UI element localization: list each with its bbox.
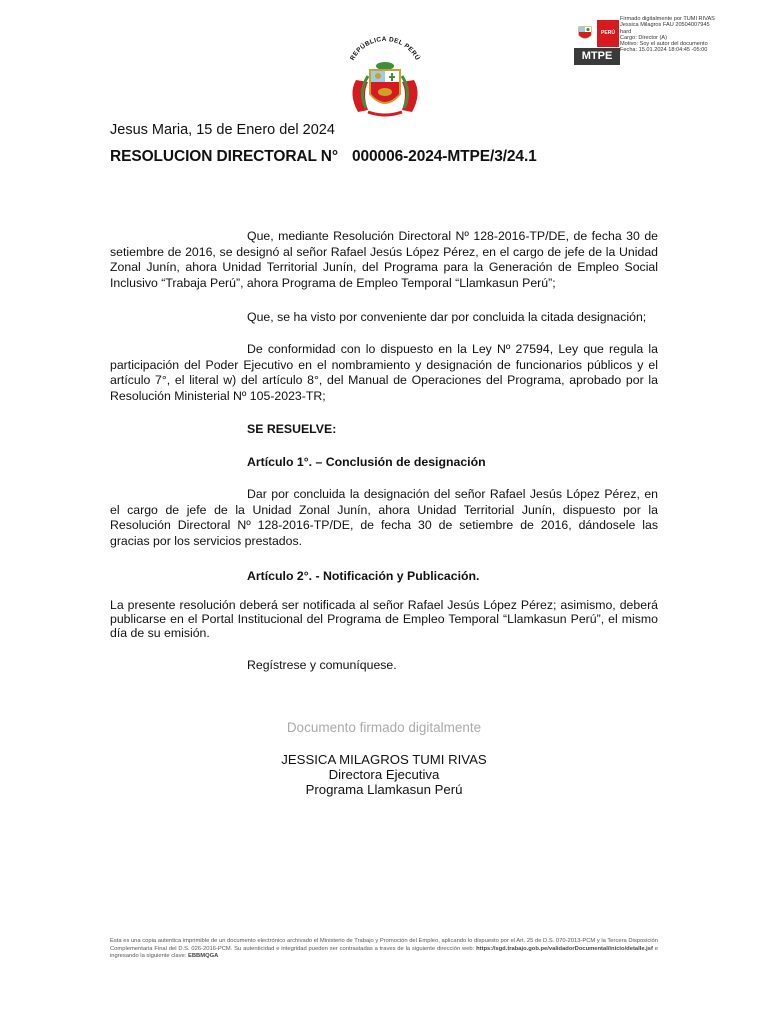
mtpe-logo xyxy=(570,16,618,60)
closing-text: Regístrese y comuníquese. xyxy=(247,658,397,672)
article-2-text: La presente resolución deberá ser notificada al señor Rafael Jesús López Pérez; asimismo, deberá publicarse en el Portal Institucional del Programa de Empleo Temporal “Llamkasun Perú”, el mismo día de su emisión. xyxy=(110,598,658,640)
footer-url-suffix: e ingresando la siguiente clave: xyxy=(110,945,658,960)
arms-motto: REPÚBLICA DEL PERÚ xyxy=(349,35,421,62)
se-resuelve-heading: SE RESUELVE: xyxy=(247,422,337,436)
paragraph-2: Que, se ha visto por conveniente dar por concluida la citada designación; xyxy=(247,310,647,324)
svg-text:REPÚBLICA DEL PERÚ xyxy=(349,36,423,62)
paragraph-1: Que, mediante Resolución Directoral Nº 128-2016-TP/DE, de fecha 30 de setiembre de 2016, se designó al señor Rafael Jesús López Pérez, en el cargo de jefe de la Unidad Zonal Junín, ahora Unidad Territorial Junín, del Programa para la Generación de Empleo Social Inclusivo “Trabaja Perú”, ahora Programa de Empleo Temporal “Llamkasun Perú”; xyxy=(110,229,658,290)
stamp-line: Firmado digitalmente por TUMI RIVAS xyxy=(620,16,715,22)
digital-signature-note: Documento firmado digitalmente xyxy=(286,720,482,735)
peru-emblem-icon xyxy=(576,24,594,42)
verification-link[interactable]: https://sgd.trabajo.gob.pe/validadorDocumental/inicio/detalle.jsf xyxy=(476,945,653,952)
peru-label: PERÚ xyxy=(597,20,619,47)
title-prefix: RESOLUCION DIRECTORAL N° xyxy=(110,148,338,165)
signer-organization: Programa Llamkasun Perú xyxy=(305,782,463,797)
document-date: Jesus Maria, 15 de Enero del 2024 xyxy=(110,122,335,138)
article-1-text: Dar por concluida la designación del señor Rafael Jesús López Pérez, en el cargo de jefe de la Unidad Zonal Junín, ahora Unidad Territorial Junín, dispuesto por la Resolución Directoral Nº 128-2016-TP/DE, de fecha 30 de setiembre de 2016, dándosele las gracias por los servicios prestados. xyxy=(110,487,658,548)
stamp-line: Jessica Milagros FAU 20504007945 xyxy=(620,22,710,29)
stamp-line: Cargo: Director (A) xyxy=(620,34,667,41)
document-title xyxy=(110,148,537,166)
article-1-title: Artículo 1°. – Conclusión de designación xyxy=(247,455,486,469)
article-2-title: Artículo 2°. - Notificación y Publicación. xyxy=(247,569,480,583)
stamp-text xyxy=(620,16,766,54)
signer-role: Directora Ejecutiva xyxy=(328,767,440,782)
signer-name: JESSICA MILAGROS TUMI RIVAS xyxy=(281,752,487,767)
stamp-line: hard xyxy=(620,28,632,35)
mtpe-label: MTPE xyxy=(574,48,620,65)
coat-of-arms-icon xyxy=(338,30,432,122)
paragraph-3: De conformidad con lo dispuesto en la Ley Nº 27594, Ley que regula la participación del Poder Ejecutivo en el nombramiento y designación de funcionarios públicos y el artículo 7°, el literal w) del artículo 8°, del Manual de Operaciones del Programa, aprobado por la Resolución Ministerial Nº 105-2023-TR; xyxy=(110,342,658,403)
stamp-line: Fecha: 15.01.2024 18:04:45 -05:00 xyxy=(620,47,708,54)
footer-verification-note xyxy=(110,938,658,961)
resolution-number: 000006-2024-MTPE/3/24.1 xyxy=(352,148,537,165)
digital-signature-stamp xyxy=(566,10,766,62)
footer-text: Esta es una copia autentica imprimible de un documento electrónico archivado el Ministerio de Trabajo y Promoción del Empleo, aplicando lo dispuesto por el Art. 25 de D.S. 070-2013-PCM y la Tercera Disposición Complementaria Final del D.S. 026-2016-PCM. Su autenticidad e integridad pueden ser contrastadas a traves de la siguiente dirección web: xyxy=(110,938,658,952)
verification-key: EBBMQGA xyxy=(188,953,219,960)
stamp-line: Motivo: Soy el autor del documento xyxy=(620,41,708,48)
